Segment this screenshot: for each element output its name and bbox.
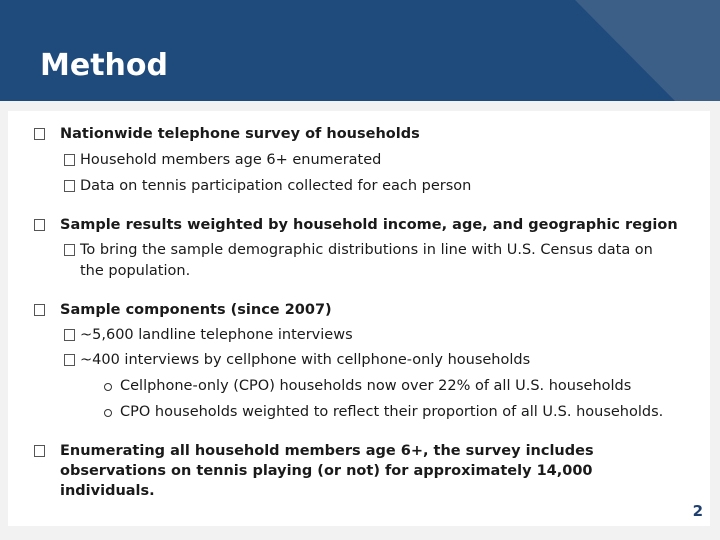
bullet-1-text: Nationwide telephone survey of households xyxy=(60,126,420,142)
bullet-3-sub-1 xyxy=(80,325,690,346)
bullet-2 xyxy=(60,215,690,235)
bullet-1-sub-2 xyxy=(80,176,690,197)
checkbox-bullet-icon xyxy=(34,219,45,231)
bullet-3-subsub-1 xyxy=(120,376,690,397)
bullet-3-subsub-2 xyxy=(120,402,690,423)
bullet-1-sub-2-text: Data on tennis participation collected for each person xyxy=(80,178,472,194)
checkbox-bullet-icon xyxy=(34,304,45,316)
checkbox-bullet-icon xyxy=(64,154,75,166)
bullet-2-text: Sample results weighted by household income, age, and geographic region xyxy=(60,217,678,233)
page-number: 2 xyxy=(692,502,703,520)
header-bar xyxy=(0,0,720,101)
bullet-2-sub-1-text: To bring the sample demographic distributions in line with U.S. Census data on the population. xyxy=(80,242,653,279)
checkbox-bullet-icon xyxy=(64,329,75,341)
checkbox-bullet-icon xyxy=(34,445,45,457)
checkbox-bullet-icon xyxy=(64,354,75,366)
bullet-2-sub-1 xyxy=(80,240,680,282)
bullet-1-sub-1-text: Household members age 6+ enumerated xyxy=(80,152,382,168)
bullet-3-sub-2 xyxy=(80,350,690,371)
bullet-3 xyxy=(60,300,690,320)
circle-bullet-icon xyxy=(104,383,112,391)
bullet-1-sub-1 xyxy=(80,150,690,171)
bullet-1 xyxy=(60,124,690,144)
bullet-4-text: Enumerating all household members age 6+, the survey includes observations on tennis playing (or not) for approximately 14,000 individuals. xyxy=(60,443,594,499)
circle-bullet-icon xyxy=(104,409,112,417)
bullet-3-text: Sample components (since 2007) xyxy=(60,302,332,318)
slide-title: Method xyxy=(40,48,168,83)
checkbox-bullet-icon xyxy=(34,128,45,140)
bullet-3-subsub-1-text: Cellphone-only (CPO) households now over 22% of all U.S. households xyxy=(120,378,632,394)
bullet-4 xyxy=(60,441,660,501)
bullet-3-sub-2-text: ~400 interviews by cellphone with cellphone-only households xyxy=(80,352,531,368)
bullet-3-sub-1-text: ~5,600 landline telephone interviews xyxy=(80,327,353,343)
bullet-3-subsub-2-text: CPO households weighted to reflect their proportion of all U.S. households. xyxy=(120,404,664,420)
checkbox-bullet-icon xyxy=(64,244,75,256)
checkbox-bullet-icon xyxy=(64,180,75,192)
